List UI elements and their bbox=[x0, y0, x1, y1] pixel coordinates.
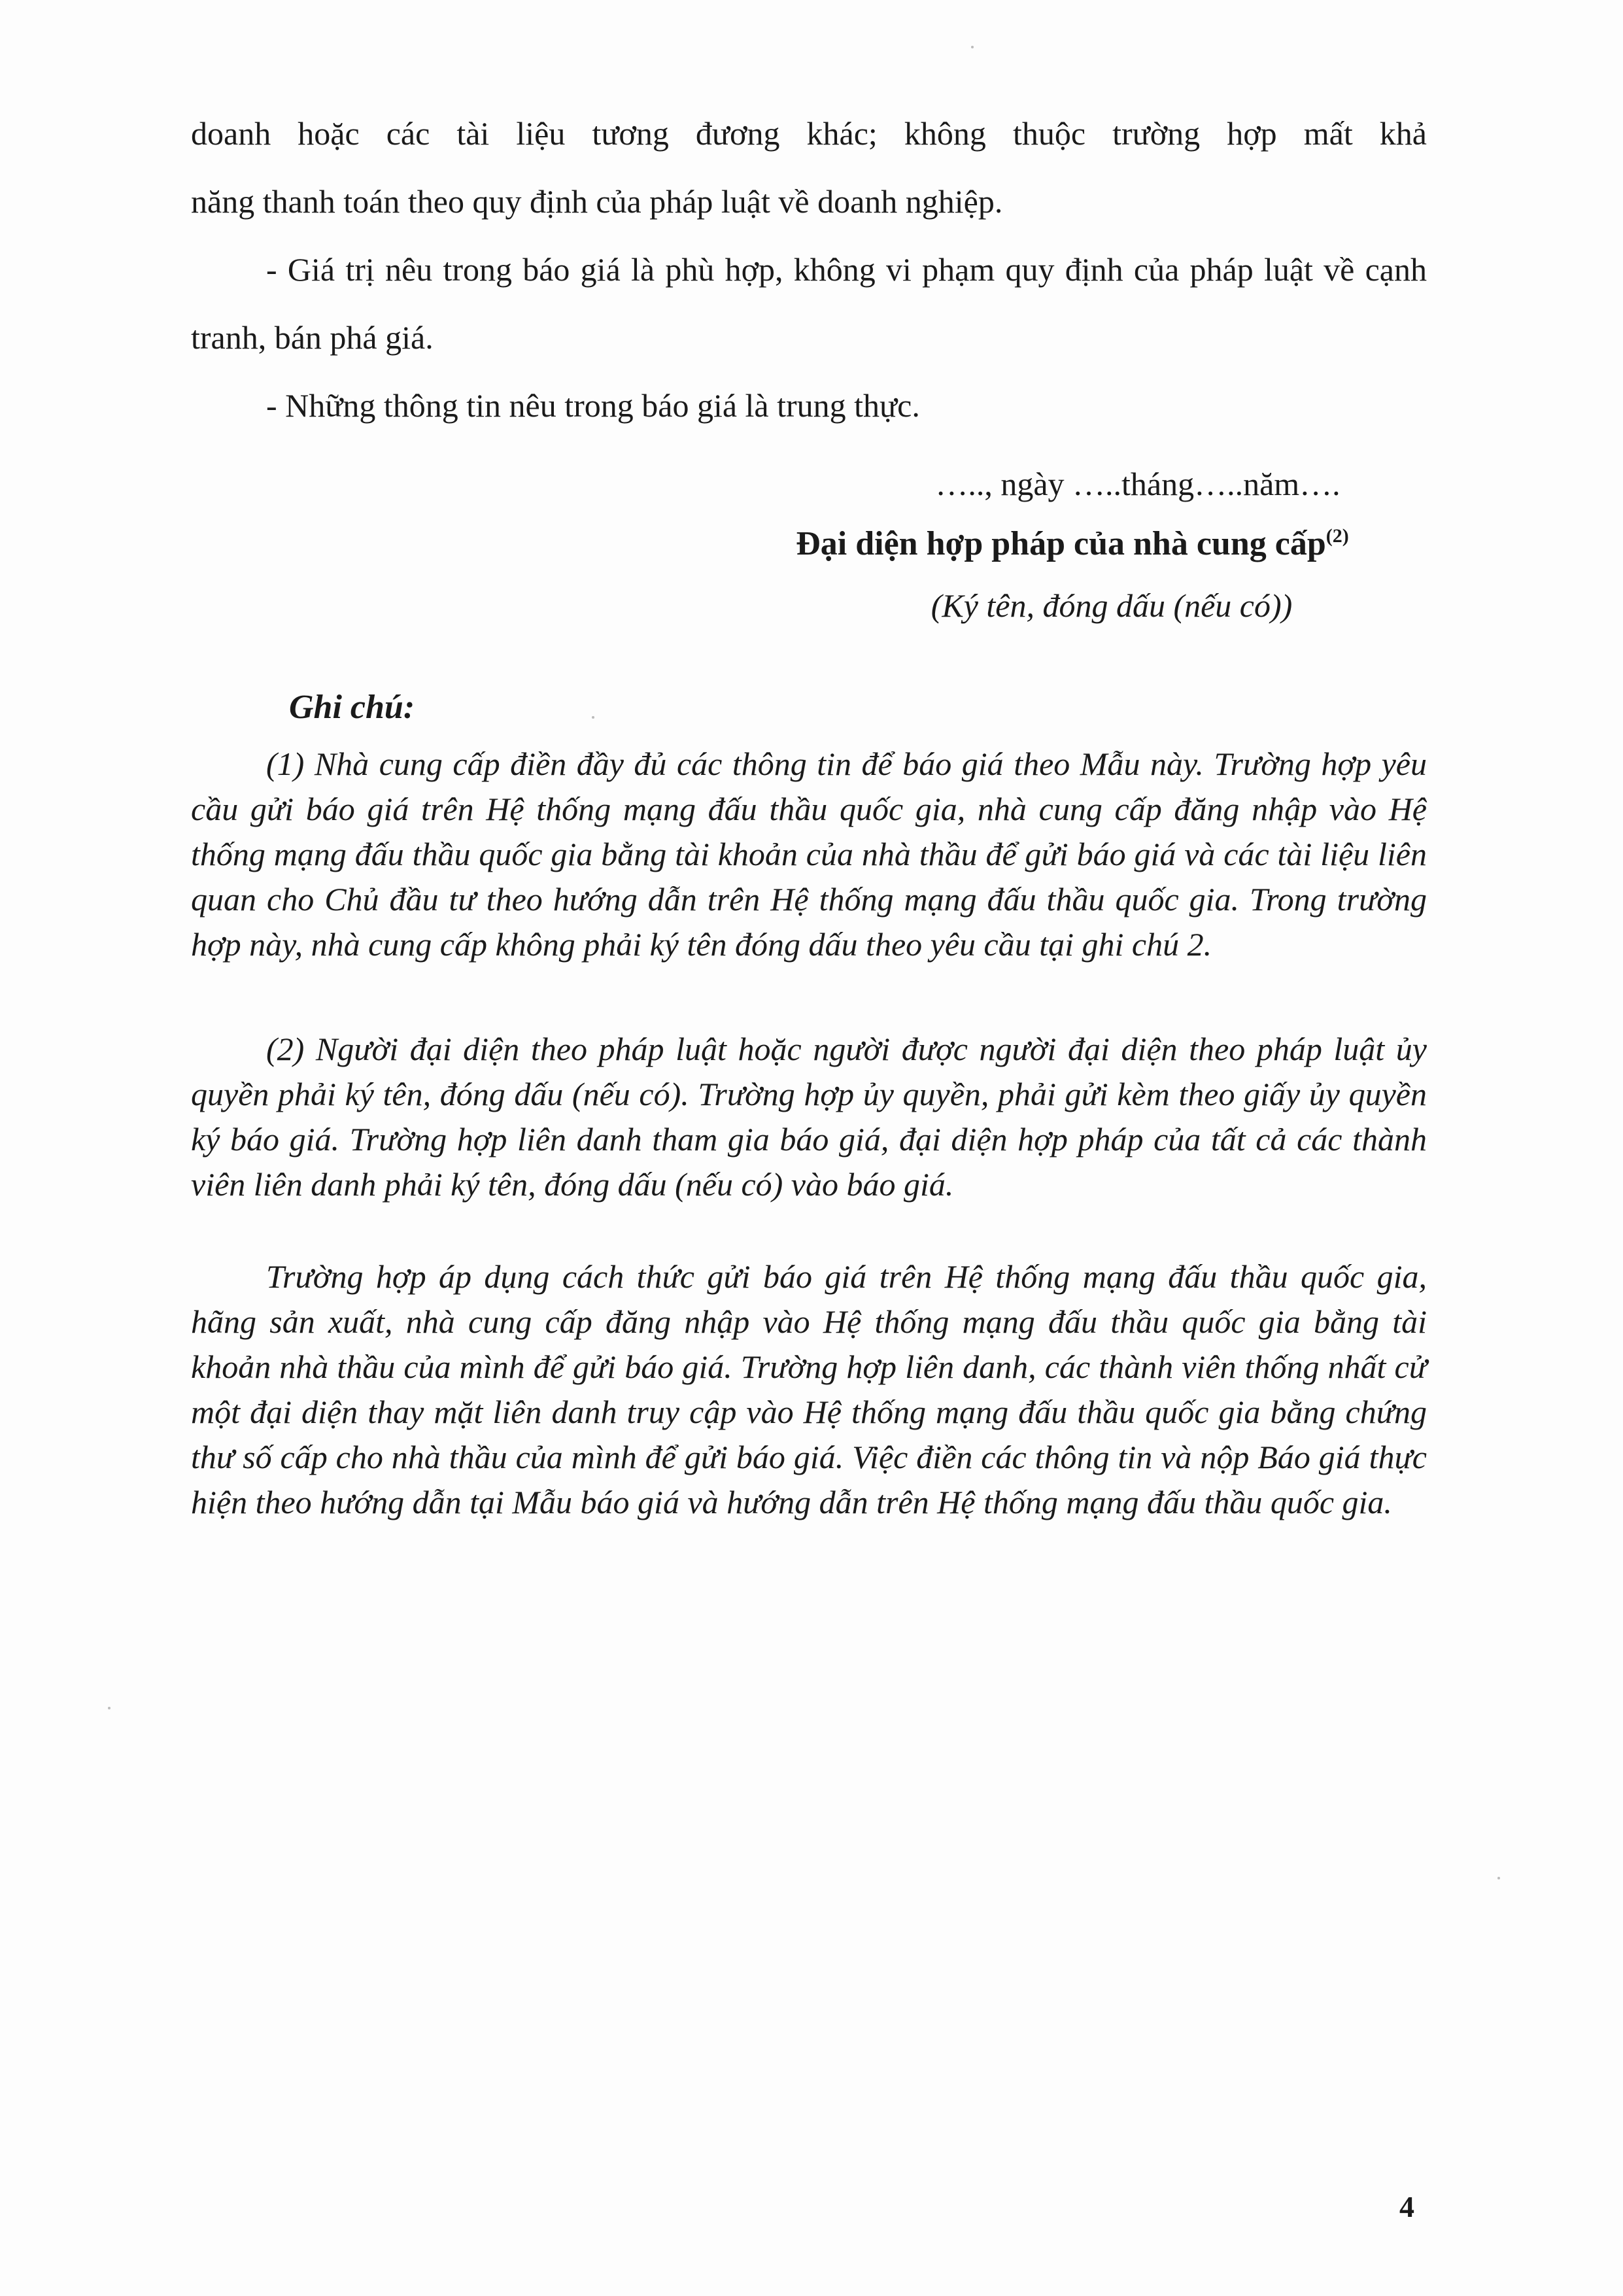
note-item-1: (1) Nhà cung cấp điền đầy đủ các thông tin để báo giá theo Mẫu này. Trường hợp yêu cầu gửi báo giá trên Hệ thống mạng đấu thầu quốc gia, nhà cung cấp đăng nhập vào Hệ thống mạng đấu thầu quốc gia bằng tài khoản của nhà thầu để gửi báo giá và các tài liệu liên quan cho Chủ đầu tư theo hướng dẫn trên Hệ thống mạng đấu thầu quốc gia. Trong trường hợp này, nhà cung cấp không phải ký tên đóng dấu theo yêu cầu tại ghi chú 2. bbox=[191, 745, 1427, 963]
note-item-2: (2) Người đại diện theo pháp luật hoặc người được người đại diện theo pháp luật ủy quyền phải ký tên, đóng dấu (nếu có). Trường hợp ủy quyền, phải gửi kèm theo giấy ủy quyền ký báo giá. Trường hợp liên danh tham gia báo giá, đại diện hợp pháp của tất cả các thành viên liên danh phải ký tên, đóng dấu (nếu có) vào báo giá. bbox=[191, 1031, 1427, 1203]
body-paragraph-continuation bbox=[191, 99, 1427, 235]
signature-date-line: ….., ngày …..tháng…..năm…. bbox=[935, 466, 1341, 502]
signature-title-text: Đại diện hợp pháp của nhà cung cấp bbox=[796, 525, 1326, 562]
scan-speck bbox=[1497, 1877, 1500, 1879]
scan-speck bbox=[108, 1707, 111, 1709]
note-item-3: Trường hợp áp dụng cách thức gửi báo giá trên Hệ thống mạng đấu thầu quốc gia, hãng sản xuất, nhà cung cấp đăng nhập vào Hệ thống mạng đấu thầu quốc gia bằng tài khoản nhà thầu của mình để gửi báo giá. Trường hợp liên danh, các thành viên thống nhất cử một đại diện thay mặt liên danh truy cập vào Hệ thống mạng đấu thầu quốc gia bằng chứng thư số cấp cho nhà thầu của mình để gửi báo giá. Việc điền các thông tin và nộp Báo giá thực hiện theo hướng dẫn tại Mẫu báo giá và hướng dẫn trên Hệ thống mạng đấu thầu quốc gia. bbox=[191, 1258, 1427, 1520]
signature-title bbox=[719, 510, 1426, 578]
page-number: 4 bbox=[1399, 2190, 1414, 2223]
body-line: doanh hoặc các tài liệu tương đương khác; không thuộc trường hợp mất khả bbox=[191, 115, 1427, 152]
notes-heading: Ghi chú: bbox=[289, 689, 415, 726]
scan-speck bbox=[971, 46, 974, 48]
body-line: năng thanh toán theo quy định của pháp luật về doanh nghiệp. bbox=[191, 183, 1003, 220]
body-paragraph-truthful: - Những thông tin nêu trong báo giá là trung thực. bbox=[266, 387, 920, 424]
scan-speck bbox=[592, 716, 594, 719]
signature-subtitle: (Ký tên, đóng dấu (nếu có)) bbox=[931, 587, 1293, 624]
signature-title-ref: (2) bbox=[1325, 525, 1349, 547]
body-paragraph-pricing: - Giá trị nêu trong báo giá là phù hợp, không vi phạm quy định của pháp luật về cạnh tranh, bán phá giá. bbox=[191, 251, 1427, 356]
